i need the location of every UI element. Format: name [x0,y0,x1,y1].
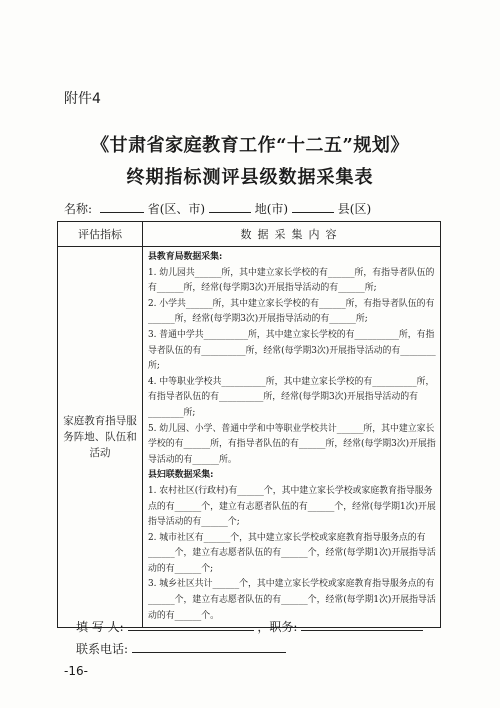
table-row [58,247,441,628]
phone-label: 联系电话: [76,642,129,656]
table-header-row [58,222,441,247]
content-line: 5. 幼儿园、小学、普通中学和中等职业学校共计______所，其中建立家长学校的有______所，有指导者队伍的有______所，经常(每学期3次)开展指导活动的有______所。 [148,423,436,465]
filler-blank[interactable] [128,618,254,631]
position-label: ，职务: [257,620,298,634]
content-line: 3. 普通中学共__________所，其中建立家长学校的有__________所，有指导者队伍的有__________所，经常(每学期3次)开展指导活动的有________所; [148,329,436,372]
row-content [143,247,441,628]
phone-blank[interactable] [132,640,286,653]
page-number: -16- [64,664,88,678]
document-subtitle: 终期指标测评县级数据采集表 [126,167,374,188]
content-line: 县教育局数据采集: [148,252,223,262]
content-line: 4. 中等职业学校共__________所，其中建立家长学校的有__________所，有指导者队伍的有__________所，经常(每学期3次)开展指导活动的有________所; [148,376,435,418]
county-blank[interactable] [292,200,334,213]
content-line: 1. 幼儿园共______所，其中建立家长学校的有______所，有指导者队伍的有______所，经常(每学期3次)开展指导活动的有______所; [148,267,435,294]
position-blank[interactable] [301,618,423,631]
content-line: 2. 小学共______所，其中建立家长学校的有______所，有指导者队伍的有______所，经常(每学期3次)开展指导活动的有______所; [148,298,435,325]
county-suffix: 县(区) [337,202,372,216]
data-collection-table [57,221,441,628]
header-indicator: 评估指标 [58,222,143,247]
content-line: 2. 城市社区有______个，其中建立家长学校或家庭教育指导服务点的有______个，建立有志愿者队伍的有______个，经常(每学期1次)开展指导活动的有______个; [148,532,436,574]
content-line: 县妇联数据采集: [148,470,214,481]
filler-label: 填 写 人: [76,620,124,634]
city-suffix: 地(市) [254,202,289,216]
content-line: 3. 城乡社区共计______个，其中建立家长学校或家庭教育指导服务点的有______个，建立有志愿者队伍的有______个，经常(每学期1次)开展指导活动的有______个。 [148,579,436,621]
name-line [64,200,371,217]
phone-line [76,640,286,657]
province-blank[interactable] [100,200,144,213]
row-label: 家庭教育指导服务阵地、队伍和活动 [58,247,143,628]
header-content: 数据采集内容 [143,222,441,247]
document-title: 《甘肃省家庭教育工作“十二五”规划》 [91,135,409,156]
city-blank[interactable] [209,200,251,213]
content-line: 1. 农村社区(行政村)有______个，其中建立家长学校或家庭教育指导服务点的有______个，建立有志愿者队伍的有______个，经常(每学期1次)开展指导活动的有______个; [148,485,436,528]
name-label: 名称: [64,202,93,216]
attachment-label: 附件4 [64,91,101,107]
province-suffix: 省(区、市) [147,202,206,216]
filler-line [76,618,423,635]
